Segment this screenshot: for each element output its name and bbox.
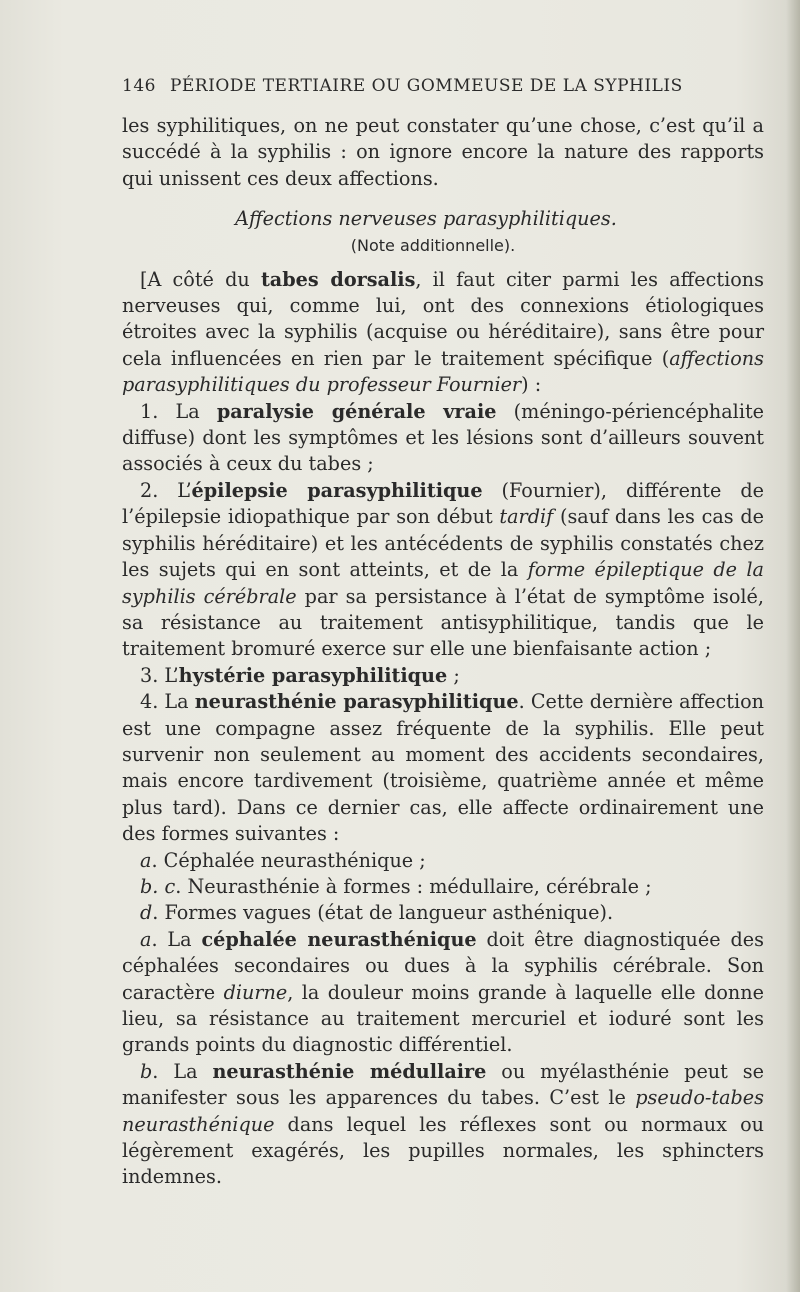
list-item-4	[122, 689, 764, 847]
intro-paragraph: les syphilitiques, on ne peut constater qu’une chose, c’est qu’il a succédé à la syphilis : on ignore encore la nature des rapports qui unissent ces deux affections.	[122, 114, 764, 190]
bold-term: épilepsie parasyphilitique	[191, 478, 483, 502]
text-run: ;	[447, 663, 460, 687]
text-run: , il faut citer parmi les affections nerveuses qui, comme lui, ont des connexions étiologiques étroites avec la syphilis (acquise ou héréditaire), sans être pour cela influencées en rien par le traitement spécifique (	[122, 267, 764, 370]
text-run: . La	[151, 927, 202, 951]
text-run: 4. La	[140, 690, 195, 714]
text-run: par sa persistance à l’état de symptôme isolé, sa résistance au traitement antisyphilitique, tandis que le traitement bromuré exerce sur elle une bienfaisante action ;	[122, 584, 764, 661]
text-run: (méningo-périencéphalite diffuse) dont les symptômes et les lésions sont d’ailleurs souvent associés à ceux du tabes ;	[122, 399, 765, 476]
italic-letter: d	[140, 901, 153, 925]
text-run: . Neurasthénie à formes : médullaire, cérébrale ;	[175, 874, 652, 898]
italic-term: diurne	[223, 980, 288, 1004]
bold-term: paralysie générale vraie	[216, 399, 497, 423]
bold-term: hystérie parasyphilitique	[178, 663, 448, 687]
bold-term: neurasthénie médullaire	[212, 1059, 487, 1083]
running-header	[122, 76, 762, 96]
text-run: 1. La	[140, 399, 217, 423]
list-item-3	[122, 663, 764, 689]
text-run: dans lequel les réflexes sont ou normaux ou légèrement exagérés, les pupilles normales, les sphincters indemnes.	[122, 1112, 764, 1189]
page-body	[122, 113, 764, 1191]
text-run: , la douleur moins grande à laquelle elle donne lieu, sa résistance au traitement mercuriel et ioduré sont les grands points du diagnostic différentiel.	[122, 980, 764, 1057]
text-run: . Formes vagues (état de langueur asthénique).	[152, 901, 614, 925]
text-run: (Fournier), différente de l’épilepsie idiopathique par son début	[122, 478, 764, 529]
running-title: PÉRIODE TERTIAIRE OU GOMMEUSE DE LA SYPHILIS	[169, 76, 683, 96]
bold-term: céphalée neurasthénique	[201, 927, 477, 951]
form-b-c	[122, 874, 764, 900]
italic-letter: . c	[152, 874, 176, 898]
italic-term: affections parasyphilitiques du professeur Fournier	[122, 346, 764, 397]
text-run: 3. L’	[140, 663, 179, 687]
page-number: 146	[122, 76, 156, 96]
text-run: (sauf dans les cas de syphilis héréditaire) et les antécédents de syphilis constatés chez les sujets qui en sont atteints, et de la	[122, 505, 764, 582]
page-edge-shadow	[786, 0, 800, 1292]
italic-term: pseudo-tabes neurasthénique	[122, 1086, 764, 1136]
bold-term: tabes dorsalis	[260, 267, 416, 291]
section-title: Affections nerveuses parasyphilitiques.	[235, 207, 617, 231]
text-run: 2. L’	[140, 478, 192, 502]
text-run: . La	[152, 1059, 213, 1083]
paragraph-cephalee	[122, 927, 764, 1059]
text-run: . Cette dernière affection est une compagne assez fréquente de la syphilis. Elle peut survenir non seulement au moment des accidents secondaires, mais encore tardivement (troisième, quatrième année et même plus tard). Dans ce dernier cas, elle affecte ordinairement une des formes suivantes :	[122, 690, 765, 846]
paragraph-intro-affections	[122, 267, 764, 399]
list-item-1	[122, 399, 764, 478]
section-note: (Note additionnelle).	[350, 235, 516, 255]
italic-letter: b	[140, 874, 153, 898]
text-run: ) :	[521, 373, 542, 397]
text-run: [A côté du	[140, 267, 261, 291]
text-run: doit être diagnostiquée des céphalées secondaires ou dues à la syphilis cérébrale. Son caractère	[122, 927, 764, 1004]
paragraph-neurasthenie-medullaire	[122, 1059, 764, 1191]
form-d	[122, 900, 764, 926]
italic-letter: a	[140, 848, 152, 872]
italic-term: forme épileptique de la syphilis cérébrale	[122, 558, 764, 608]
italic-letter: a	[140, 927, 152, 951]
italic-term: tardif	[499, 505, 554, 529]
bold-term: neurasthénie parasyphilitique	[194, 690, 519, 714]
text-run: . Céphalée neurasthénique ;	[151, 848, 426, 872]
list-item-2	[122, 478, 764, 663]
italic-letter: b	[140, 1059, 153, 1083]
form-a	[122, 848, 764, 874]
text-run: ou myélasthénie peut se manifester sous les apparences du tabes. C’est le	[122, 1059, 764, 1110]
